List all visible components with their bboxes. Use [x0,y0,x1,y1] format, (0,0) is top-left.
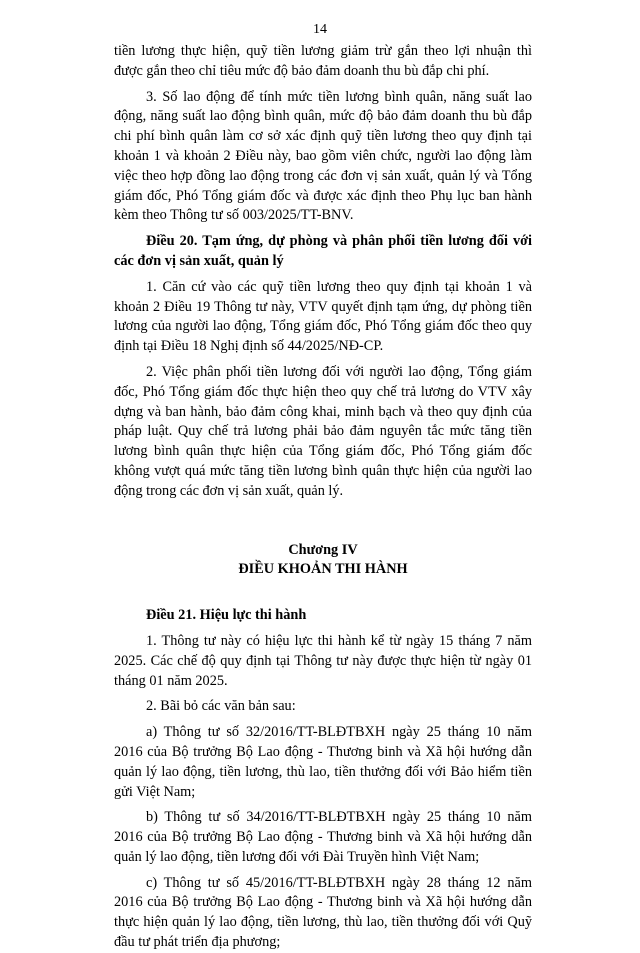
article-21-item-c: c) Thông tư số 45/2016/TT-BLĐTBXH ngày 28 tháng 12 năm 2016 của Bộ trưởng Bộ Lao động - Thương binh và Xã hội hướng dẫn thực hiện quản lý lao động, tiền lương, thù lao, tiền thưởng đối với Quỹ đầu tư phát triển địa phương; [114,874,532,951]
article-20-title: Điều 20. Tạm ứng, dự phòng và phân phối tiền lương đối với các đơn vị sản xuất, quản lý [114,233,532,269]
article-21-clause-2: 2. Bãi bỏ các văn bản sau: [146,698,296,715]
paragraph-continuation: tiền lương thực hiện, quỹ tiền lương giảm trừ gắn theo lợi nhuận thì được gắn theo chỉ tiêu mức độ bảo đảm doanh thu bù đắp chi phí. [114,43,532,79]
chapter-title: ĐIỀU KHOẢN THI HÀNH [238,561,408,578]
page-number: 14 [313,22,327,37]
article-20-clause-1: 1. Căn cứ vào các quỹ tiền lương theo quy định tại khoản 1 và khoản 2 Điều 19 Thông tư này, VTV quyết định tạm ứng, dự phòng tiền lương của người lao động, Tổng giám đốc, Phó Tổng giám đốc theo quy định tại Điều 18 Nghị định số 44/2025/NĐ-CP. [114,278,532,355]
paragraph-clause-3: 3. Số lao động để tính mức tiền lương bình quân, năng suất lao động, năng suất lao động bình quân, mức độ bảo đảm doanh thu bù đắp chi phí bình quân làm cơ sở xác định quỹ tiền lương theo quy định tại khoản 1 và khoản 2 Điều này, bao gồm viên chức, người lao động làm việc theo hợp đồng lao động trong các đơn vị sản xuất, quản lý và Tổng giám đốc, Phó Tổng giám đốc và được xác định theo Phụ lục ban hành kèm theo Thông tư số 003/2025/TT-BNV. [114,88,532,224]
article-21-title: Điều 21. Hiệu lực thi hành [146,607,307,624]
article-21-item-b: b) Thông tư số 34/2016/TT-BLĐTBXH ngày 25 tháng 10 năm 2016 của Bộ trưởng Bộ Lao động - Thương binh và Xã hội hướng dẫn quản lý lao động, tiền lương đối với Đài Truyền hình Việt Nam; [114,809,532,865]
article-21-clause-1: 1. Thông tư này có hiệu lực thi hành kể từ ngày 15 tháng 7 năm 2025. Các chế độ quy định tại Thông tư này được thực hiện từ ngày 01 tháng 01 năm 2025. [114,632,532,689]
article-20-clause-2: 2. Việc phân phối tiền lương đối với người lao động, Tổng giám đốc, Phó Tổng giám đốc thực hiện theo quy chế trả lương do VTV xây dựng và ban hành, bảo đảm công khai, minh bạch và theo quy định của pháp luật. Quy chế trả lương phải bảo đảm nguyên tắc mức tăng tiền lương bình quân thực hiện của Tổng giám đốc, Phó Tổng giám đốc không vượt quá mức tăng tiền lương bình quân thực hiện của người lao động trong các đơn vị sản xuất, quản lý. [114,363,532,499]
chapter-label: Chương IV [288,541,358,558]
article-21-item-a: a) Thông tư số 32/2016/TT-BLĐTBXH ngày 25 tháng 10 năm 2016 của Bộ trưởng Bộ Lao động - Thương binh và Xã hội hướng dẫn quản lý lao động, tiền lương, thù lao, tiền thưởng đối với Bảo hiểm tiền gửi Việt Nam; [114,724,532,800]
document-body [114,42,532,953]
